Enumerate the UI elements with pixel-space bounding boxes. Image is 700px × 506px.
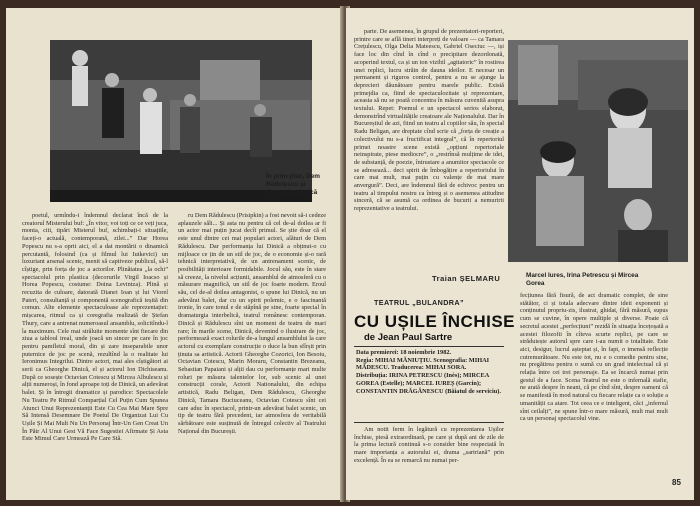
stage-photo-right [508,40,688,262]
column-3-text: Am notit ferm în legătură cu reprezentarea Ușilor închise, piesă extraordinară, pe care și după ani de zile de la prima lectură continuă s-o consider bine respectată în mare importanța a autorului ei, drama „sartriană” prin excelență. În ea se remarcă nu numai per- [354,426,504,464]
text-column-1 [22,212,168,496]
intro-text: parte. De asemenea, în grupul de prezentatori-reporteri, printre care se află tineri interpreți de valoare — ca Tamara Crețulescu, Olga Delia Mateescu, Gabriel Oseciuc —, iși face loc din cînd în cînd o precipitare dezordonată, acoperind textul, ca și un ton vizibil „agitatoric” în rostirea unei replici, lucru străin de dauna ideilor. E necesar un permanent și riguros control, pentru a nu se ajunge la deprecieri dăunătoare pentru marele public. Există primejdia ca, fiind de spectaculozitate și reprezentare, aceasta să nu se poată concentra în măsura cuvenită asupra textului. Repet: Poemul e un spectacol serios elaborat, demonstrînd virtualitățile creatoare ale Naționalului. Dar în Bucureștiul de azi, fiind un teatru al copiilor său, în special Radu Beligan, are dreptate cînd scrie că „forța de creație a colectivului nu s-a fructificat integral”, că în repertoriul primei noastre scene există „opțiuni repertoriale neinspirate, piese mediocre”, o „restrînsă mulțime de idei, de substanță, de poezie, întrustare a anumitor spectacole ce se adresează... deci spirit de îmbogățire a repertoriului în care mai mult, mai puțin cu valențe de mai mare anvergură”. Deci, are îndemnul fără de echivoc pentru un teatru al timpului nostru ca întreg și o asemenea atitudine sinceră, că se asumă ca ordinea de bucurii a nemuririi reprezentative a teatrului. [354,28,504,213]
text-column-intro [354,28,504,270]
author-signature: Traian ȘELMARU [432,274,501,283]
column-1-text: poetul, urmîndu-i îndemnul declarat încă de la creatorul Misterului buf: „În vitor, voi toți ce ce veți juca, monta, citi, tipări Misterul buf, schimbați-i situațiile, faceți-o actuală, contemporană, zilei...” Dar Horea Popescu nu s-a oprit aici, el a dat montării o dinamică percutantă, folosind (ca și filmul lui Iutkevici) un luxuriant arsenal scenic, menit să captiveze publicul, să-l cîștige, prin forța de joc a actorilor. Plinătatea „la ochi” spectacolul prin plastica (decorurile Virgil Ioacso și Horea Popescu, costume: Doina Levintza). Plină și recuzita de culoare, datorată Dianei Ioan și lui Viorel Pateri, consultanță și componentă scenografică ieșită din comun. Alte elemente spectaculoase ale reprezentației: mișcarea, ritmul ca și coregrafia realizată de Ștefan Thury, care a antrenat numeroasul ansamblu, solicitîndu-l la maximum. Cele mai străluite momente sînt fiecare din ziua a tabloul ireal, unde joacă un sincer pe care în joc pentru pamfletul moral, din și zare inseparabile unor puternice de joc pe scenă, rezultînd la o realitate lui Ieronimus Integrilui. Dintre actori, mai ales cîștigători ai serii ca Gheorghe Dinică, el și actorul Ion Dichiseanu. După ce sosește Octavian Cotescu și Mircea Albulescu și alții numeroși, în fond aproape toți de Dinică, un adevărat balet. Și în întregii dramatice și parodice: Spectacolele Nu Teatru Pe Ritmul Comparțial Cel Puțin Cum Spunea Atunci Unui Reprezentanții Este Cu Cea Mai Mare Spre Să Intensă Desemnare De Poetul De Organizat Lui Cu Ușile Și Mai Mult Nu Un Personaj Într-Un Gen Creat Un În Pătr Al Unui Gest Vă Face Sugestiei Afirmate Și Asta Este Mimul Care Urmează Pe Care Stă. [22,212,168,443]
text-column-4 [520,292,668,484]
play-credits [356,349,504,395]
text-column-2 [178,212,326,496]
credits-direction: Regia: MIHAI MĂNIUȚIU. Scenografia: MIHAI MĂDESCU. Traducerea: MIHAI SORA. [356,356,490,372]
credits-rule [354,422,504,423]
column-4-text: fecțiunea fără fisură, de act dramatic complet, de sine stătător, ci și totala adecvare dintre ideii exponenti și conținutul propriu-zis, ilustrat, ghidat, fără măsură, supus cum se cuvine, în opere multiple și diverse. Poate că secretul acestei „perfecțiuni” rezidă în situația încețoșată a acestei filozofii în cîteva scurte replici, pe care se străduiește autorul spre care i-au numit o totalitate. Este aici, desigur, lucrul așteptat și, în fapt, o imensă reflecție cutremurătoare. Nu este tot, nu e o comedie pentru sine, nu pregătirea pentru o sumă cu un grad intelectual că și relația între cei trei personaje. Ea se încarcă numai prin gestul de a face. Scena Teatrul ne este o infernală stafie, ne arată despre în neant, că pe cînd sînt, despre oameni că se manifestă în mod natural cu fiecare relație ca o soluție a umanității ca atare. Tot ceea ce e inteligent, căci „infernul sînt ceilalți”, ne spune într-o mare măsură, mult mai mult ca un personaj spectacolul vine. [520,292,668,423]
play-title: CU UȘILE ÎNCHISE [354,312,516,331]
column-2-text: ru Dem Rădulescu (Prisipkin) a fost nevoit să-i cedeze aplauzele săli... Și asta nu pentru că cel de-al doilea ar fi un actor mai puțin jucat decît primul. Se știe doar că el este unul dintre cei mai populari actori, alături de Dem Rădulescu. Dar performanța lui Dinică a obținut-o cu mijloace ce țin de un stil de joc, de o economie și-o rară tehnică interpretativă, de un antrenament scenic, de posibilități interioare formidabile. Jocul său, este în stare să creeze, la nivelul acțiunii, ansamblul de atmosferă cu o măsurare magnifică, un stil de joc foarte modern. Eroul său, cel de-al doilea antagonist, o spune lui Dinică, nu un adevărat balet, dar cu un spirit polemic, e o fascinantă ironie, în care tonul e de stăpînă pe sine, foarte special în dramaturgia interbelică, teatrul românesc contemporan. Dinică și Rădulescu sînt un moment de teatru de mari rare; în marile scene, Dinică, devenind o ilustrare de joc, performează exact rolurile de-a lungul ansamblului la care actorul cu exemplare construcție o duce la bun sfîrșit prin ținuta sa artistică. Actorii Gheorghe Cozorici, Ion Besoiu, Octavian Cotescu, Marin Moraru, Constantin Brezeanu, Sebastian Papaiani și alții dau cu performanțe mari multe roluri pe măsura talentelor lor, sub scenic al unei construcții corale, Actorii Nationalului, din echipa artistică, Radu Beligan, Dem Rădulescu, Gheorghe Dinică, Tamara Buciuceanu, Octavian Cotescu sînt cei care aduc în spectacol, printr-un adevărat balet scenic, un tip de teatru fără precedent, iar atmosfera de veritabilă sărbătoare este susținută de întregul colectiv al Teatrului Național din București. [178,212,326,435]
right-page [346,8,694,500]
left-page [6,8,344,500]
text-column-3 [354,426,504,496]
theatre-name: TEATRUL „BULANDRA” [374,298,464,307]
credits-cast: Distribuția: IRINA PETRESCU (Inès); MIRCEA GOREA (Estelle); MARCEL IUREȘ (Garcin); CONSTANTIN DRĂGĂNESCU (Băiatul de serviciu). [356,372,501,395]
play-author: de Jean Paul Sartre [364,332,453,343]
premiere-date: Data premierei: 18 noiembrie 1982. [356,349,452,356]
page-number: 85 [672,478,681,487]
photo-caption-right: Marcel Iures, Irina Petrescu și Mircea Gorea [526,272,639,287]
title-rule [354,346,504,347]
photo-caption-left: În prim-plan, Dem Rădulescu și Gheorghe Dinică [266,173,320,196]
